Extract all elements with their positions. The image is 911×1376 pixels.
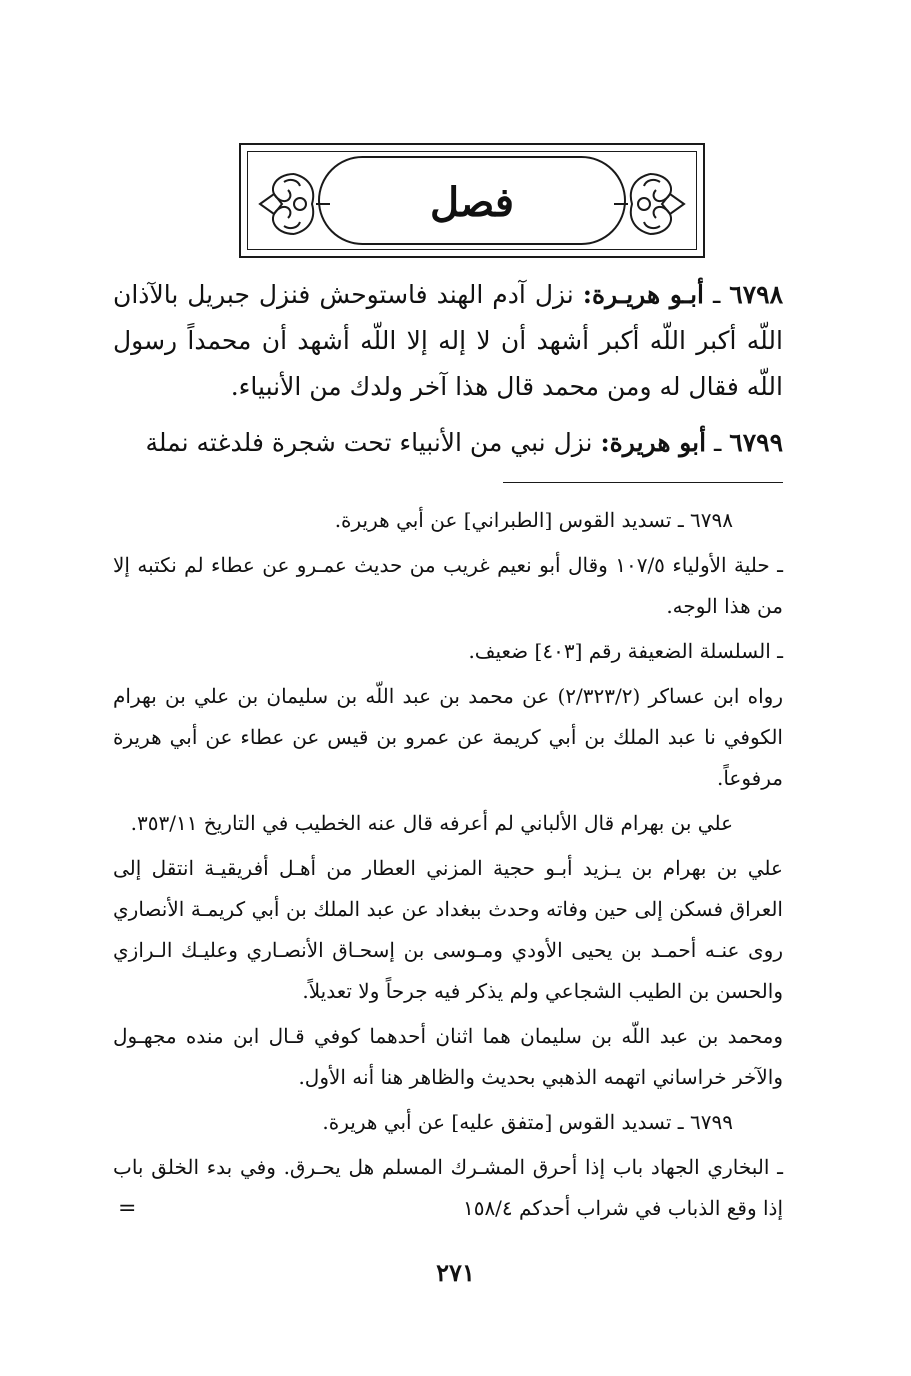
page-number: ٢٧١ [436, 1258, 475, 1287]
hadith-entry [113, 420, 783, 466]
footnote-paragraph: ـ السلسلة الضعيفة رقم [٤٠٣] ضعيف. [468, 639, 783, 663]
footnote-paragraph: ٦٧٩٨ ـ تسديد القوس [الطبراني] عن أبي هريرة. [334, 508, 733, 532]
hadith-entry [113, 272, 783, 410]
hadith-text: نزل آدم الهند فاستوحش فنزل جبريل بالآذان اللّه أكبر اللّه أكبر أشهد أن لا إله إلا اللّه أشهد أن محمداً رسول اللّه فقال له ومن محمد قال هذا آخر ولدك من الأنبياء. [113, 280, 783, 401]
footnote-paragraph: علي بن بهرام قال الألباني لم أعرفه قال عنه الخطيب في التاريخ ٣٥٣/١١. [130, 811, 733, 835]
dash-separator: ـ [704, 280, 721, 309]
hadith-text: نزل نبي من الأنبياء تحت شجرة فلدغته نملة [145, 428, 593, 457]
footnote-paragraph: علي بن بهرام بن يـزيد أبـو حجية المزني العطار من أهـل أفريقيـة انتقل إلى العراق فسكن إلى حين وفاته وحدث ببغداد عن عبد الملك بن أبي كريمـة الأنصاري روى عنـه أحمـد بن يحيى الأودي ومـوسى بن إسحـاق الأنصـاري وعليـك الـرازي والحسن بن الطيب الشجاعي ولم يذكر فيه جرحاً ولا تعديلاً. [113, 856, 783, 1003]
hadith-number: ٦٧٩٩ [729, 428, 783, 457]
footnote-paragraph: ـ حلية الأولياء ١٠٧/٥ وقال أبو نعيم غريب من حديث عمـرو عن عطاء لم نكتبه إلا من هذا الوجه. [113, 553, 783, 618]
hadith-text-block [113, 272, 783, 466]
footnote-divider [503, 482, 783, 483]
footnotes-block [113, 500, 783, 1233]
section-header-frame [239, 143, 705, 258]
header-inner-border [247, 151, 697, 250]
hadith-number: ٦٧٩٨ [729, 280, 784, 309]
footnote-paragraph: رواه ابن عساكر (٢/٣٢٣/٢) عن محمد بن عبد اللّه بن سليمان بن علي بن بهرام الكوفي نا عبد الملك بن أبي كريمة عن عمرو بن قيس عن عطاء عن أبي هريرة مرفوعاً. [113, 684, 783, 790]
footnote-paragraph: ومحمد بن عبد اللّه بن سليمان هما اثنان أحدهما كوفي قـال ابن منده مجهـول والآخر خراساني اتهمه الذهبي بحديث والظاهر هنا أنه الأول. [113, 1024, 783, 1089]
continuation-mark: = [118, 1196, 137, 1221]
dash-separator: ـ [706, 428, 722, 457]
section-title: فصل [429, 179, 515, 226]
hadith-narrator: أبو هريرة: [600, 428, 707, 457]
hadith-narrator: أبـو هريـرة: [582, 280, 705, 309]
footnote-paragraph: ـ البخاري الجهاد باب إذا أحرق المشـرك المسلم هل يحـرق. وفي بدء الخلق باب إذا وقع الذباب في شراب أحدكم ١٥٨/٤ [113, 1155, 783, 1220]
footnote-paragraph: ٦٧٩٩ ـ تسديد القوس [متفق عليه] عن أبي هريرة. [322, 1110, 733, 1134]
